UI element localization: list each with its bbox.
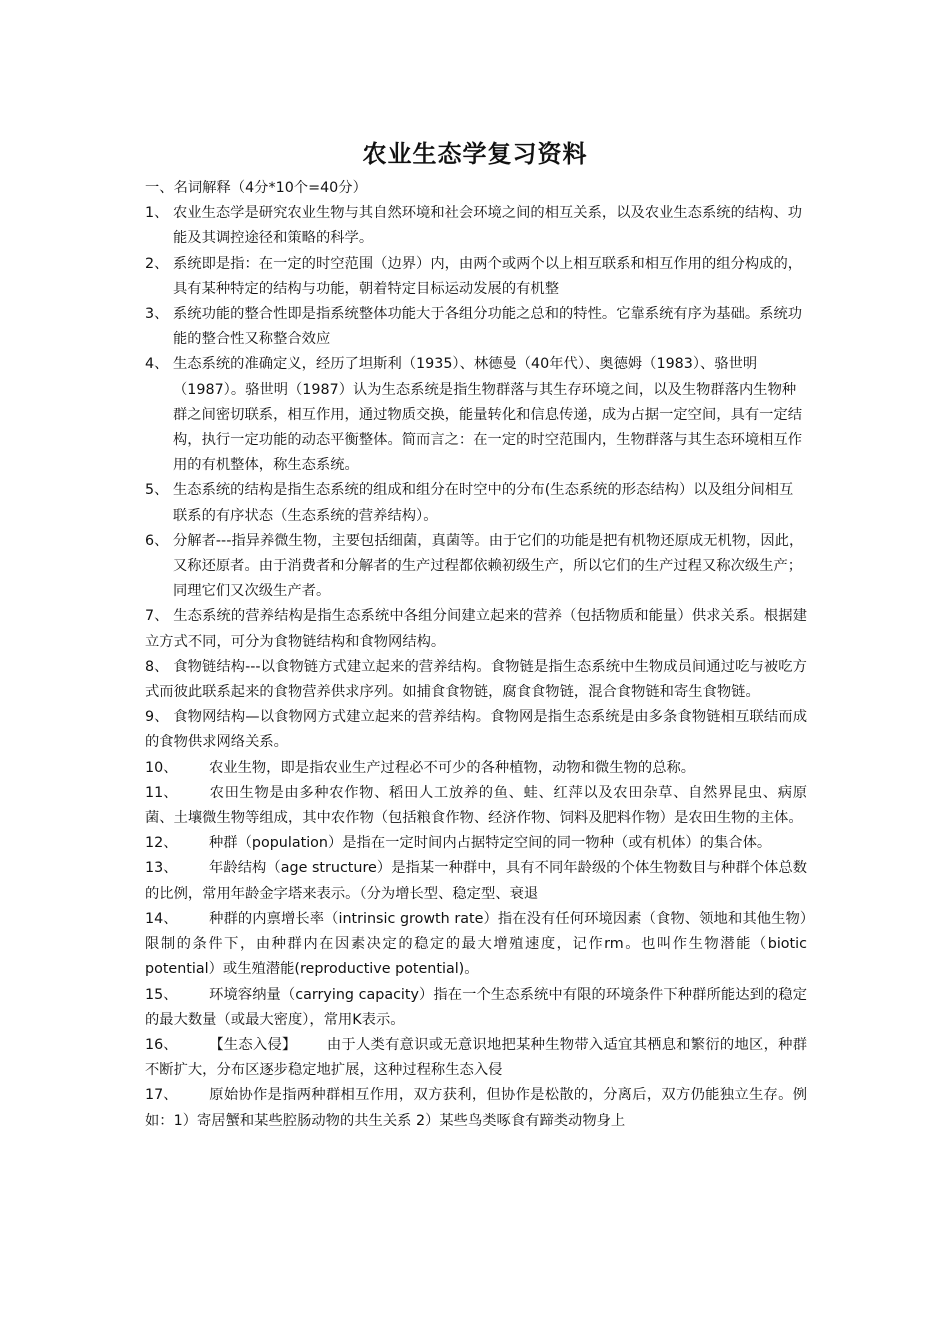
list-item bbox=[145, 756, 807, 781]
list-item bbox=[145, 478, 807, 528]
item-term-label: 【生态入侵】 bbox=[209, 1036, 297, 1053]
item-text: 食物链结构---以食物链方式建立起来的营养结构。食物链是指生态系统中生物成员间通过吃与被吃方式而彼此联系起来的食物营养供求序列。如捕食食物链，腐食食物链，混合食物链和寄生食物链。 bbox=[145, 658, 807, 701]
item-number: 5、 bbox=[145, 482, 169, 499]
list-item bbox=[145, 781, 807, 831]
item-text: 种群（population）是指在一定时间内占据特定空间的同一物种（或有机体）的集合体。 bbox=[209, 835, 772, 852]
item-text: 农业生态学是研究农业生物与其自然环境和社会环境之间的相互关系，以及农业生态系统的结构、功能及其调控途径和策略的科学。 bbox=[173, 205, 803, 247]
item-number: 14、 bbox=[145, 910, 178, 927]
list-item bbox=[145, 655, 807, 705]
item-number: 1、 bbox=[145, 205, 169, 222]
item-number: 8、 bbox=[145, 658, 169, 675]
item-text: 农田生物是由多种农作物、稻田人工放养的鱼、蛙、红萍以及农田杂草、自然界昆虫、病原菌、土壤微生物等组成，其中农作物（包括粮食作物、经济作物、饲料及肥料作物）是农田生物的主体。 bbox=[145, 784, 807, 827]
item-text: 年龄结构（age structure）是指某一种群中，具有不同年龄级的个体生物数目与种群个体总数的比例，常用年龄金字塔来表示。（分为增长型、稳定型、衰退 bbox=[145, 860, 807, 902]
item-text: 原始协作是指两种群相互作用，双方获利，但协作是松散的，分离后，双方仍能独立生存。例如：1）寄居蟹和某些腔肠动物的共生关系 2）某些鸟类啄食有蹄类动物身上 bbox=[145, 1087, 807, 1129]
item-text: 食物网结构—以食物网方式建立起来的营养结构。食物网是指生态系统是由多条食物链相互联结而成的食物供求网络关系。 bbox=[145, 709, 807, 751]
item-number: 7、 bbox=[145, 608, 169, 625]
item-text: 分解者---指异养微生物，主要包括细菌，真菌等。由于它们的功能是把有机物还原成无机物，因此，又称还原者。由于消费者和分解者的生产过程都依赖初级生产，所以它们的生产过程又称次级生产；同理它们又次级生产者。 bbox=[173, 532, 804, 600]
item-number: 6、 bbox=[145, 532, 169, 549]
list-item bbox=[145, 1083, 807, 1133]
list-item bbox=[145, 201, 807, 251]
list-item bbox=[145, 907, 807, 983]
list-item bbox=[145, 856, 807, 906]
item-text: 农业生物，即是指农业生产过程必不可少的各种植物，动物和微生物的总称。 bbox=[209, 759, 696, 776]
list-item bbox=[145, 705, 807, 755]
item-text: 由于人类有意识或无意识地把某种生物带入适宜其栖息和繁衍的地区，种群不断扩大，分布区逐步稳定地扩展，这种过程称生态入侵 bbox=[145, 1036, 808, 1079]
document-title: 农业生态学复习资料 bbox=[362, 140, 588, 168]
item-text: 种群的内禀增长率（intrinsic growth rate）指在没有任何环境因素（食物、领地和其他生物）限制的条件下，由种群内在因素决定的稳定的最大增殖速度，记作rm。也叫作生物潜能（biotic potential）或生殖潜能(reproductive potential)。 bbox=[145, 910, 807, 978]
item-number: 12、 bbox=[145, 835, 178, 852]
item-number: 4、 bbox=[145, 356, 169, 373]
item-text: 系统功能的整合性即是指系统整体功能大于各组分功能之总和的特性。它靠系统有序为基础。系统功能的整合性又称整合效应 bbox=[173, 306, 803, 348]
item-text: 生态系统的准确定义，经历了坦斯利（1935）、林德曼（40年代）、奥德姆（1983）、骆世明（1987）。骆世明（1987）认为生态系统是指生物群落与其生存环境之间，以及生物群落内生物种群之间密切联系，相互作用，通过物质交换，能量转化和信息传递，成为占据一定空间，具有一定结构，执行一定功能的动态平衡整体。简而言之：在一定的时空范围内，生物群落与其生态环境相互作用的有机整体，称生态系统。 bbox=[173, 356, 803, 474]
item-number: 15、 bbox=[145, 986, 178, 1003]
list-item bbox=[145, 352, 807, 478]
section-heading: 一、名词解释（4分*10个=40分） bbox=[145, 180, 367, 196]
item-number: 16、 bbox=[145, 1036, 178, 1053]
list-item bbox=[145, 831, 807, 856]
item-number: 3、 bbox=[145, 306, 169, 323]
item-number: 9、 bbox=[145, 709, 169, 726]
item-number: 17、 bbox=[145, 1087, 178, 1104]
list-item bbox=[145, 604, 807, 654]
item-number: 2、 bbox=[145, 255, 169, 272]
list-item bbox=[145, 302, 807, 352]
item-number: 10、 bbox=[145, 759, 178, 776]
item-text: 生态系统的结构是指生态系统的组成和组分在时空中的分布(生态系统的形态结构）以及组分间相互联系的有序状态（生态系统的营养结构）。 bbox=[173, 482, 794, 524]
item-text: 系统即是指：在一定的时空范围（边界）内，由两个或两个以上相互联系和相互作用的组分构成的，具有某种特定的结构与功能，朝着特定目标运动发展的有机整 bbox=[173, 255, 803, 297]
item-text: 生态系统的营养结构是指生态系统中各组分间建立起来的营养（包括物质和能量）供求关系。根据建立方式不同，可分为食物链结构和食物网结构。 bbox=[145, 608, 807, 650]
list-item bbox=[145, 252, 807, 302]
item-number: 11、 bbox=[145, 784, 178, 801]
document-body bbox=[145, 176, 807, 1134]
item-number: 13、 bbox=[145, 860, 178, 877]
list-item bbox=[145, 1033, 807, 1083]
list-item bbox=[145, 529, 807, 605]
item-text: 环境容纳量（carrying capacity）指在一个生态系统中有限的环境条件下种群所能达到的稳定的最大数量（或最大密度），常用K表示。 bbox=[145, 986, 807, 1028]
list-item bbox=[145, 983, 807, 1033]
